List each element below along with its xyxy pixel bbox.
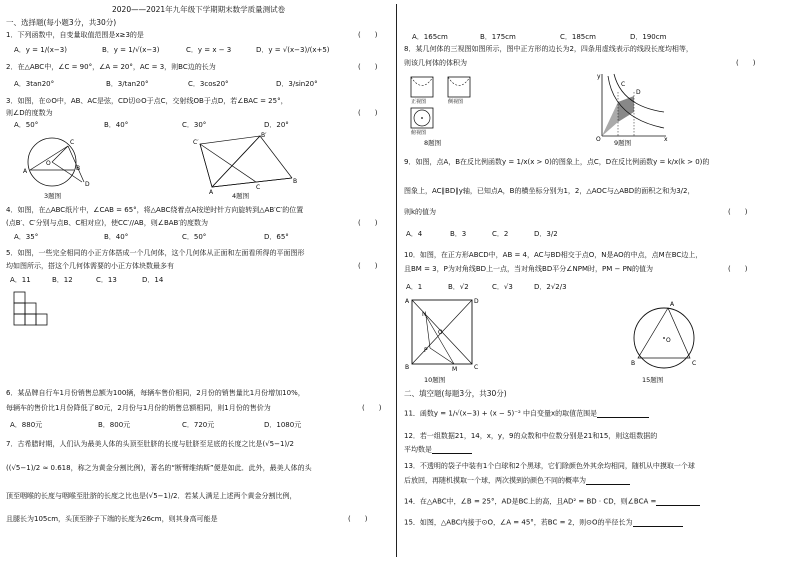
figure-15-caption: 15题图 bbox=[642, 376, 664, 384]
q7-line2: ((√5−1)/2 ≈ 0.618，称之为黄金分割比例)，著名的“断臂维纳斯”便是如此．此外，最美人体的头 bbox=[6, 464, 312, 472]
svg-text:A: A bbox=[405, 298, 410, 305]
figure-5-view bbox=[12, 290, 56, 330]
q6-option-a[interactable]: A．880元 bbox=[10, 421, 43, 429]
q9-option-a[interactable]: A．4 bbox=[406, 230, 423, 238]
q12-text: 平均数是 bbox=[404, 445, 432, 454]
q2-option-b[interactable]: B．3/tan20° bbox=[106, 80, 149, 88]
q8-stem-line2: 则该几何体的体积为 bbox=[404, 59, 467, 67]
q4-option-d[interactable]: D．65° bbox=[264, 233, 289, 241]
q1-option-b[interactable]: B．y = 1/√(x−3) bbox=[102, 46, 160, 54]
q1-option-c[interactable]: C．y = x − 3 bbox=[186, 46, 232, 54]
q7-line4: 且腿长为105cm，头顶至脖子下端的长度为26cm，则其身高可能是 bbox=[6, 515, 218, 523]
svg-text:C: C bbox=[70, 139, 75, 146]
q3-stem-line2: 则∠D的度数为 bbox=[6, 109, 53, 117]
figure-3-caption: 3题图 bbox=[44, 192, 62, 200]
q7-option-d[interactable]: D．190cm bbox=[630, 33, 667, 41]
svg-text:A: A bbox=[209, 189, 214, 196]
svg-text:B: B bbox=[76, 165, 81, 172]
q10-option-b[interactable]: B．√2 bbox=[448, 283, 469, 291]
svg-text:M: M bbox=[452, 366, 458, 373]
exam-title: 2020——2021年九年级下学期期末数学质量测试卷 bbox=[112, 5, 286, 14]
left-column bbox=[0, 0, 396, 561]
svg-text:O: O bbox=[666, 337, 671, 344]
q4-option-c[interactable]: C．50° bbox=[182, 233, 207, 241]
q7-line1: 7．古希腊时期，人们认为最美人体的头顶至肚脐的长度与肚脐至足底的长度之比是(√5−1)/2 bbox=[6, 440, 294, 448]
q13-stem-line1: 13．不透明的袋子中装有1个白球和2个黑球，它们除颜色外其余均相同，随机从中摸取一个球 bbox=[404, 462, 695, 470]
figure-9-hyperbolas bbox=[596, 72, 668, 144]
figure-10-caption: 10题图 bbox=[424, 376, 446, 384]
q10-stem-line2: 且BM = 3，P为对角线BD上一点，当对角线BD平分∠NPM时，PM − PN的值为 bbox=[404, 265, 654, 273]
q9-answer-paren[interactable]: ( ) bbox=[728, 208, 748, 216]
q6-option-d[interactable]: D．1080元 bbox=[264, 421, 302, 429]
q1-option-a[interactable]: A．y = 1/(x−3) bbox=[14, 46, 67, 54]
q13-answer-blank[interactable] bbox=[586, 476, 630, 485]
q10-option-d[interactable]: D．2√2/3 bbox=[534, 283, 567, 291]
q1-option-d[interactable]: D．y = √(x−3)/(x+5) bbox=[256, 46, 330, 54]
q11-answer-blank[interactable] bbox=[597, 409, 649, 418]
q2-option-c[interactable]: C．3cos20° bbox=[188, 80, 229, 88]
q1-answer-paren[interactable]: ( ) bbox=[358, 31, 378, 39]
q14-answer-blank[interactable] bbox=[656, 497, 700, 506]
svg-text:O: O bbox=[438, 329, 443, 336]
svg-text:C: C bbox=[256, 184, 261, 191]
q13-stem-line2 bbox=[404, 476, 630, 485]
front-view-label: 正视图 bbox=[411, 99, 427, 105]
svg-text:O: O bbox=[46, 160, 51, 167]
svg-text:D: D bbox=[85, 181, 90, 188]
q2-option-a[interactable]: A．3tan20° bbox=[14, 80, 55, 88]
q8-answer-paren[interactable]: ( ) bbox=[736, 59, 756, 67]
q10-option-c[interactable]: C．√3 bbox=[492, 283, 513, 291]
svg-text:C: C bbox=[621, 81, 626, 88]
q11-text: 11．函数y = 1/√(x−3) + (x − 5)⁻² 中自变量x的取值范围是 bbox=[404, 409, 598, 418]
q6-stem-line1: 6．某品牌自行车1月份销售总额为100辆，每辆车售价相同，2月份的销售量比1月份增加10%， bbox=[6, 389, 305, 397]
q4-option-a[interactable]: A．35° bbox=[14, 233, 39, 241]
svg-text:O: O bbox=[596, 136, 601, 143]
q15-answer-blank[interactable] bbox=[633, 518, 683, 527]
q4-answer-paren[interactable]: ( ) bbox=[358, 219, 378, 227]
q5-option-b[interactable]: B．12 bbox=[52, 276, 73, 284]
svg-text:C′: C′ bbox=[193, 139, 199, 146]
q3-option-a[interactable]: A．50° bbox=[14, 121, 39, 129]
svg-text:N: N bbox=[422, 311, 427, 318]
q3-option-b[interactable]: B．40° bbox=[104, 121, 129, 129]
svg-text:y: y bbox=[597, 73, 601, 80]
q9-option-c[interactable]: C．2 bbox=[492, 230, 509, 238]
side-view-label: 侧视图 bbox=[448, 99, 464, 105]
svg-text:x: x bbox=[664, 136, 668, 143]
q14-stem bbox=[404, 497, 700, 506]
q11-stem bbox=[404, 409, 649, 418]
figure-4-caption: 4题图 bbox=[232, 192, 250, 200]
q8-stem-line1: 8．某几何体的三视图如图所示，图中正方形的边长为2，四条用虚线表示的线段长度均相等， bbox=[404, 45, 693, 53]
q4-stem-line1: 4．如图，在△ABC纸片中，∠CAB = 65°，将△ABC绕着点A按逆时针方向旋转到△AB′C′的位置 bbox=[6, 206, 304, 214]
q12-stem-line2 bbox=[404, 445, 472, 454]
svg-text:C: C bbox=[474, 364, 479, 371]
q6-option-c[interactable]: C．720元 bbox=[182, 421, 215, 429]
q3-option-c[interactable]: C．30° bbox=[182, 121, 207, 129]
q9-stem-line3: 则k的值为 bbox=[404, 208, 437, 216]
q6-option-b[interactable]: B．800元 bbox=[98, 421, 131, 429]
q12-answer-blank[interactable] bbox=[432, 445, 472, 454]
svg-text:B: B bbox=[631, 360, 636, 367]
svg-text:A: A bbox=[23, 168, 28, 175]
figure-8-three-views bbox=[410, 76, 486, 136]
section-fill-heading: 二、填空题(每题3分，共30分) bbox=[404, 389, 507, 398]
figure-15-circle-triangle bbox=[630, 296, 700, 374]
figure-3-circle bbox=[22, 132, 102, 192]
q2-answer-paren[interactable]: ( ) bbox=[358, 63, 378, 71]
top-view-label: 俯视图 bbox=[411, 130, 427, 136]
q3-option-d[interactable]: D．20° bbox=[264, 121, 289, 129]
q10-option-a[interactable]: A．1 bbox=[406, 283, 423, 291]
q5-stem-line1: 5．如图，一些完全相同的小正方体搭成一个几何体，这个几何体从正面和左面看所得的平面图形 bbox=[6, 249, 305, 257]
q2-option-d[interactable]: D．3/sin20° bbox=[276, 80, 318, 88]
q1-stem: 1．下列函数中，自变量取值范围是x≥3的是 bbox=[6, 31, 144, 39]
section-choice-heading: 一、选择题(每小题3分，共30分) bbox=[6, 18, 117, 27]
q2-stem: 2．在△ABC中，∠C = 90°，∠A = 20°，AC = 3，则BC边的长为 bbox=[6, 63, 216, 71]
svg-text:B: B bbox=[293, 178, 298, 185]
svg-text:C: C bbox=[692, 360, 697, 367]
q9-stem-line1: 9．如图，点A，B在反比例函数y = 1/x(x > 0)的图象上，点C，D在反比例函数y = k/x(k > 0)的 bbox=[404, 158, 710, 166]
q10-stem-line1: 10．如图，在正方形ABCD中，AB = 4，AC与BD相交于点O，N是AO的中点，点M在BC边上， bbox=[404, 251, 703, 259]
svg-text:D: D bbox=[474, 298, 479, 305]
q9-stem-line2: 图象上，AC∥BD∥y轴，已知点A，B的横坐标分别为1，2，△AOC与△ABD的面积之和为3/2， bbox=[404, 187, 695, 195]
q5-option-c[interactable]: C．13 bbox=[96, 276, 117, 284]
svg-text:A: A bbox=[670, 301, 675, 308]
q5-option-a[interactable]: A．11 bbox=[10, 276, 31, 284]
q7-line3: 顶至咽喉的长度与咽喉至肚脐的长度之比也是(√5−1)/2．若某人满足上述两个黄金分割比例， bbox=[6, 492, 297, 500]
svg-text:D: D bbox=[636, 89, 641, 96]
q5-option-d[interactable]: D．14 bbox=[142, 276, 164, 284]
q7-option-c[interactable]: C．185cm bbox=[560, 33, 596, 41]
svg-text:B: B bbox=[405, 364, 410, 371]
q6-answer-paren[interactable]: ( ) bbox=[362, 404, 382, 412]
svg-text:B′: B′ bbox=[261, 132, 267, 139]
q9-option-d[interactable]: D．3/2 bbox=[534, 230, 558, 238]
q7-answer-paren[interactable]: ( ) bbox=[348, 515, 368, 523]
q13-text: 后放回，再随机摸取一个球，两次摸到的颜色不同的概率为 bbox=[404, 476, 586, 485]
q5-answer-paren[interactable]: ( ) bbox=[358, 262, 378, 270]
q4-option-b[interactable]: B．40° bbox=[104, 233, 129, 241]
figure-4-triangles bbox=[192, 132, 302, 194]
q3-answer-paren[interactable]: ( ) bbox=[358, 109, 378, 117]
figure-9-caption: 9题图 bbox=[614, 139, 632, 147]
right-column bbox=[398, 0, 794, 561]
q3-stem-line1: 3．如图，在⊙O中，AB、AC是弦，CD切⊙O于点C，交射线OB于点D，若∠BAC = 25°， bbox=[6, 97, 288, 105]
q7-option-b[interactable]: B．175cm bbox=[480, 33, 516, 41]
q15-text: 15．如图，△ABC内接于⊙O，∠A = 45°，若BC = 2，则⊙O的半径长为 bbox=[404, 518, 633, 527]
q7-option-a[interactable]: A．165cm bbox=[412, 33, 448, 41]
q14-text: 14．在△ABC中，∠B = 25°，AD是BC上的高，且AD² = BD · CD，则∠BCA = bbox=[404, 497, 657, 506]
figure-8-caption: 8题图 bbox=[424, 139, 442, 147]
q12-stem-line1: 12．若一组数据21，14，x，y，9的众数和中位数分别是21和15，则这组数据的 bbox=[404, 432, 658, 440]
q4-stem-line2: (点B′、C′分别与点B、C相对应)，使CC′//AB，则∠BAB′的度数为 bbox=[6, 219, 208, 227]
q6-stem-line2: 每辆车的售价比1月份降低了80元，2月份与1月份的销售总额相同，则1月份的售价为 bbox=[6, 404, 271, 412]
svg-text:P: P bbox=[424, 347, 428, 354]
q15-stem bbox=[404, 518, 683, 527]
column-divider bbox=[396, 4, 397, 557]
q5-stem-line2: 均如图所示，搭这个几何体需要的小正方体块数最多有 bbox=[6, 262, 174, 270]
figure-10-square bbox=[405, 296, 479, 374]
q10-answer-paren[interactable]: ( ) bbox=[728, 265, 748, 273]
q9-option-b[interactable]: B．3 bbox=[450, 230, 467, 238]
